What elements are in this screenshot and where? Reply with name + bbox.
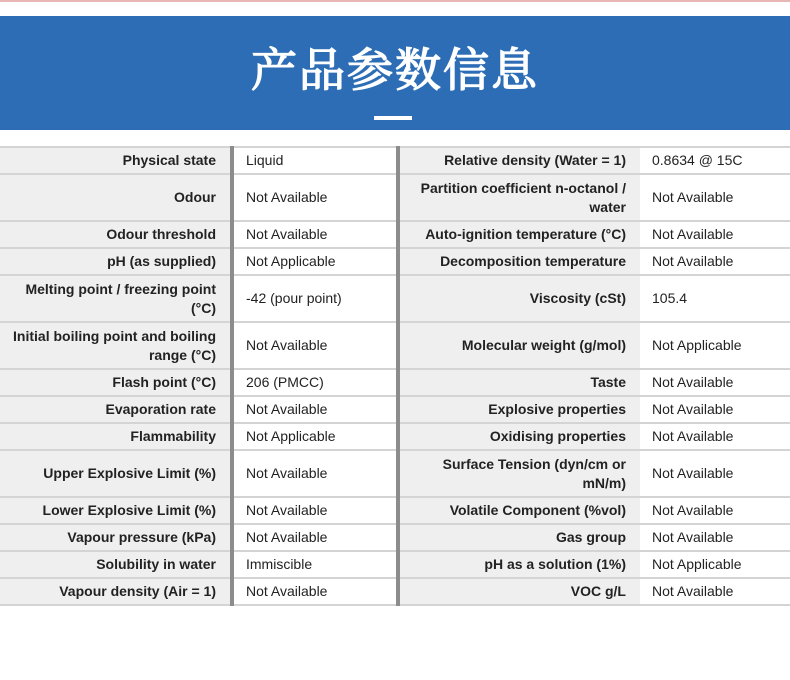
right-value: Not Available — [640, 221, 790, 248]
right-value: Not Available — [640, 497, 790, 524]
parameter-rows — [0, 147, 790, 605]
parameter-table — [0, 146, 790, 606]
left-value: Not Available — [232, 322, 398, 369]
right-label: Molecular weight (g/mol) — [398, 322, 640, 369]
right-label: Explosive properties — [398, 396, 640, 423]
top-divider — [0, 0, 790, 2]
right-label: Auto-ignition temperature (°C) — [398, 221, 640, 248]
left-value: 206 (PMCC) — [232, 369, 398, 396]
right-label: Gas group — [398, 524, 640, 551]
left-value: Not Available — [232, 174, 398, 221]
left-value: Not Available — [232, 396, 398, 423]
left-label: Upper Explosive Limit (%) — [0, 450, 232, 497]
right-label: Oxidising properties — [398, 423, 640, 450]
left-value: Not Available — [232, 524, 398, 551]
right-value: 105.4 — [640, 275, 790, 322]
right-value: Not Applicable — [640, 322, 790, 369]
table-row — [0, 248, 790, 275]
left-value: Immiscible — [232, 551, 398, 578]
table-row — [0, 221, 790, 248]
left-value: Not Available — [232, 578, 398, 605]
left-label: Odour threshold — [0, 221, 232, 248]
right-value: Not Available — [640, 578, 790, 605]
right-label: VOC g/L — [398, 578, 640, 605]
right-label: pH as a solution (1%) — [398, 551, 640, 578]
right-label: Taste — [398, 369, 640, 396]
right-value: 0.8634 @ 15C — [640, 147, 790, 174]
title-underline — [374, 116, 412, 120]
right-label: Surface Tension (dyn/cm or mN/m) — [398, 450, 640, 497]
right-value: Not Available — [640, 524, 790, 551]
left-value: Liquid — [232, 147, 398, 174]
right-label: Partition coefficient n-octanol / water — [398, 174, 640, 221]
table-row — [0, 423, 790, 450]
left-label: Melting point / freezing point (°C) — [0, 275, 232, 322]
right-value: Not Applicable — [640, 551, 790, 578]
table-row — [0, 524, 790, 551]
left-label: Flash point (°C) — [0, 369, 232, 396]
left-label: Solubility in water — [0, 551, 232, 578]
right-value: Not Available — [640, 423, 790, 450]
left-label: pH (as supplied) — [0, 248, 232, 275]
left-label: Vapour pressure (kPa) — [0, 524, 232, 551]
table-row — [0, 497, 790, 524]
right-label: Decomposition temperature — [398, 248, 640, 275]
right-label: Volatile Component (%vol) — [398, 497, 640, 524]
table-row — [0, 174, 790, 221]
left-value: Not Applicable — [232, 248, 398, 275]
left-value: Not Applicable — [232, 423, 398, 450]
right-label: Viscosity (cSt) — [398, 275, 640, 322]
table-row — [0, 147, 790, 174]
table-row — [0, 396, 790, 423]
right-value: Not Available — [640, 450, 790, 497]
right-label: Relative density (Water = 1) — [398, 147, 640, 174]
left-value: Not Available — [232, 497, 398, 524]
left-label: Evaporation rate — [0, 396, 232, 423]
table-row — [0, 275, 790, 322]
left-value: Not Available — [232, 450, 398, 497]
table-row — [0, 578, 790, 605]
page-title: 产品参数信息 — [251, 43, 539, 97]
left-label: Initial boiling point and boiling range (°C) — [0, 322, 232, 369]
table-row — [0, 450, 790, 497]
left-label: Odour — [0, 174, 232, 221]
right-value: Not Available — [640, 248, 790, 275]
left-label: Flammability — [0, 423, 232, 450]
table-row — [0, 551, 790, 578]
table-row — [0, 322, 790, 369]
right-value: Not Available — [640, 396, 790, 423]
table-row — [0, 369, 790, 396]
right-value: Not Available — [640, 174, 790, 221]
left-value: Not Available — [232, 221, 398, 248]
left-label: Vapour density (Air = 1) — [0, 578, 232, 605]
left-value: -42 (pour point) — [232, 275, 398, 322]
right-value: Not Available — [640, 369, 790, 396]
left-label: Physical state — [0, 147, 232, 174]
title-banner — [0, 16, 790, 130]
left-label: Lower Explosive Limit (%) — [0, 497, 232, 524]
